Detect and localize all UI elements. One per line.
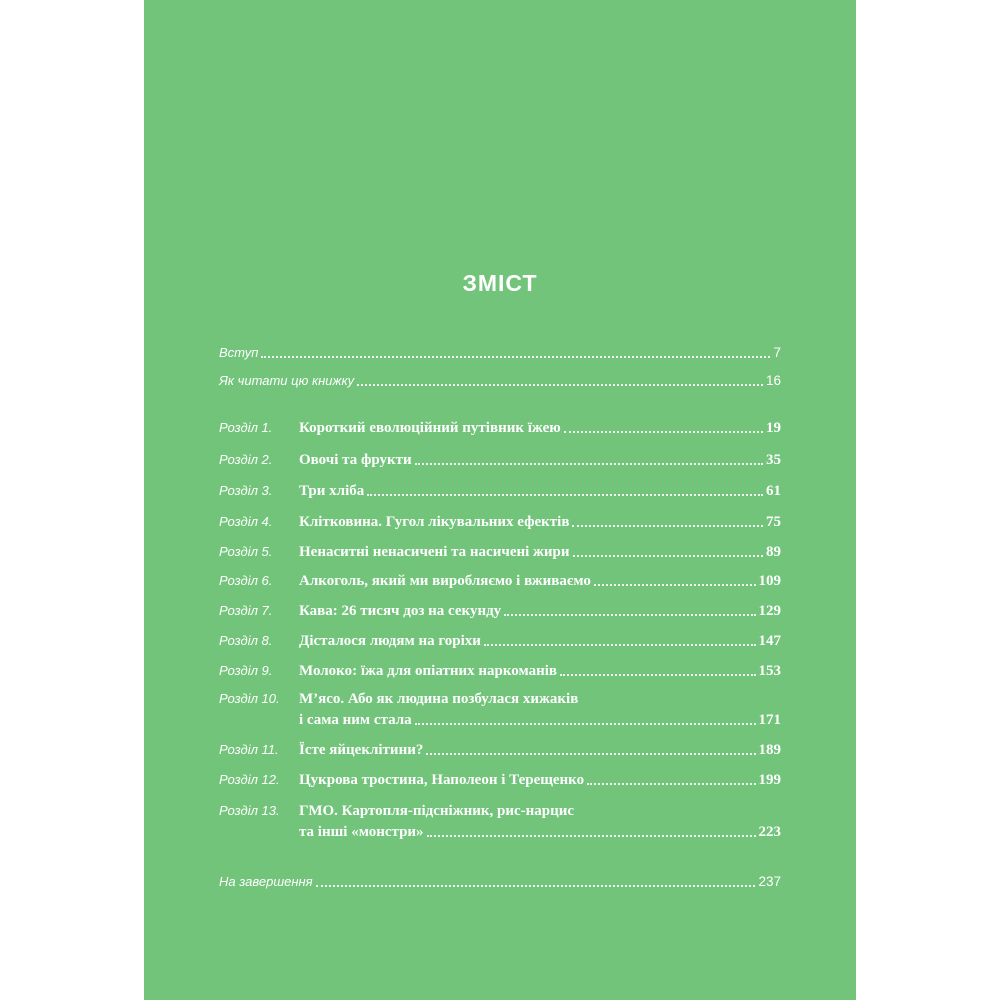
chapter-label: Розділ 11. xyxy=(219,742,279,757)
chapter-title: Овочі та фрукти xyxy=(299,452,412,468)
chapter-title: і сама ним стала xyxy=(299,712,412,728)
chapter-title: Алкоголь, який ми виробляємо і вживаємо xyxy=(299,573,591,589)
chapter-title-line1: М’ясо. Або як людина позбулася хижаків xyxy=(299,691,579,707)
dot-leader xyxy=(560,674,755,676)
page-number: 237 xyxy=(758,874,781,889)
book-page xyxy=(144,0,856,1000)
toc-entry-chapter-10 xyxy=(219,710,781,730)
page-number: 129 xyxy=(758,603,781,619)
page-number: 16 xyxy=(765,373,781,388)
page-number: 153 xyxy=(758,663,781,679)
toc-title: ЗМІСТ xyxy=(462,270,538,296)
chapter-title: Дісталося людям на горіхи xyxy=(299,633,481,649)
page-number: 199 xyxy=(758,772,781,788)
dot-leader xyxy=(415,463,763,465)
toc-entry-intro xyxy=(219,343,781,363)
chapter-label: Розділ 3. xyxy=(219,483,273,498)
chapter-label: Розділ 5. xyxy=(219,544,273,559)
chapter-label: Розділ 10. xyxy=(219,691,280,706)
dot-leader xyxy=(594,584,756,586)
chapter-title: Три хліба xyxy=(299,483,365,499)
chapter-label: Розділ 6. xyxy=(219,573,273,588)
dot-leader xyxy=(367,494,763,496)
toc-entry-chapter-13 xyxy=(219,822,781,842)
chapter-label: Розділ 1. xyxy=(219,420,273,435)
toc-entry-conclusion xyxy=(219,872,781,892)
dot-leader xyxy=(261,356,770,358)
page-number: 19 xyxy=(766,420,781,436)
page-number: 89 xyxy=(766,544,781,560)
page-number: 61 xyxy=(766,483,781,499)
page-number: 147 xyxy=(758,633,781,649)
page-number: 75 xyxy=(766,514,781,530)
dot-leader xyxy=(572,525,763,527)
dot-leader xyxy=(357,384,763,386)
chapter-title: Ненаситні ненасичені та насичені жири xyxy=(299,544,570,560)
toc-entry-chapter-3 xyxy=(219,481,781,501)
chapter-label: Розділ 8. xyxy=(219,633,273,648)
toc-entry-chapter-8 xyxy=(219,631,781,651)
chapter-label: Розділ 2. xyxy=(219,452,273,467)
dot-leader xyxy=(504,614,755,616)
chapter-title: Кава: 26 тисяч доз на секунду xyxy=(299,603,502,619)
chapter-title: Короткий еволюційний путівник їжею xyxy=(299,420,561,436)
toc-entry-chapter-11 xyxy=(219,740,781,760)
chapter-title: Молоко: їжа для опіатних наркоманів xyxy=(299,663,558,679)
chapter-title: Клітковина. Гугол лікувальних ефектів xyxy=(299,514,570,530)
toc-entry-chapter-10-line1 xyxy=(219,689,781,709)
toc-entry-chapter-1 xyxy=(219,418,781,438)
page-number: 35 xyxy=(766,452,781,468)
chapter-label: Розділ 12. xyxy=(219,772,280,787)
toc-entry-how-to-read xyxy=(219,371,781,391)
chapter-label: Розділ 9. xyxy=(219,663,273,678)
entry-title: Вступ xyxy=(219,345,259,360)
toc-entry-chapter-7 xyxy=(219,601,781,621)
chapter-title: та інші «монстри» xyxy=(299,824,424,840)
page-number: 109 xyxy=(758,573,781,589)
dot-leader xyxy=(484,644,756,646)
toc-entry-chapter-9 xyxy=(219,661,781,681)
chapter-title: Цукрова тростина, Наполеон і Терещенко xyxy=(299,772,585,788)
dot-leader xyxy=(587,783,755,785)
chapter-label: Розділ 4. xyxy=(219,514,273,529)
page-number: 223 xyxy=(758,824,781,840)
chapter-title: Їсте яйцеклітини? xyxy=(299,742,424,758)
entry-title: На завершення xyxy=(219,874,313,889)
entry-title: Як читати цю книжку xyxy=(219,373,355,388)
dot-leader xyxy=(564,431,763,433)
dot-leader xyxy=(426,753,755,755)
page-number: 189 xyxy=(758,742,781,758)
chapter-label: Розділ 13. xyxy=(219,803,280,818)
dot-leader xyxy=(427,835,756,837)
dot-leader xyxy=(316,885,756,887)
chapter-label: Розділ 7. xyxy=(219,603,273,618)
toc-entry-chapter-12 xyxy=(219,770,781,790)
toc-entry-chapter-4 xyxy=(219,512,781,532)
toc-entry-chapter-2 xyxy=(219,450,781,470)
dot-leader xyxy=(573,555,763,557)
dot-leader xyxy=(415,723,756,725)
page-number: 171 xyxy=(758,712,781,728)
toc-entry-chapter-6 xyxy=(219,571,781,591)
toc-entry-chapter-13-line1 xyxy=(219,801,781,821)
page-number: 7 xyxy=(773,345,781,360)
chapter-title-line1: ГМО. Картопля-підсніжник, рис-нарцис xyxy=(299,803,575,819)
toc-entry-chapter-5 xyxy=(219,542,781,562)
